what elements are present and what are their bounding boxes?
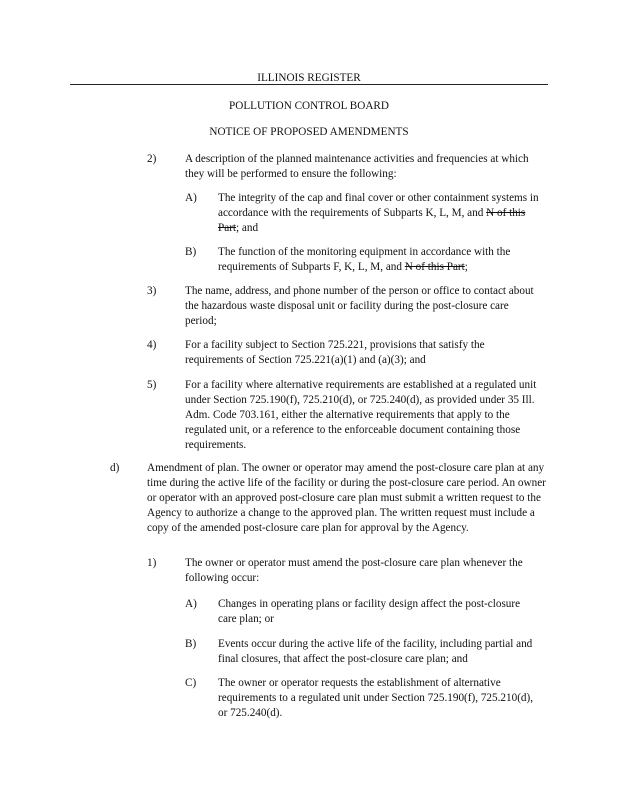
item-2-text: A description of the planned maintenance activities and frequencies at which they will be performed to ensure the following:: [185, 153, 529, 180]
item-2b-struck-text: N of this Part: [404, 261, 465, 273]
subsection-d-text: Amendment of plan. The owner or operator may amend the post-closure care plan at any time during the active life of the facility or during the post-closure care period. An owner or operator with an approved post-closure care plan must submit a written request to the Agency to authorize a change to the approved plan. The written request must include a copy of the amended post-closure care plan for approval by the Agency.: [147, 462, 546, 534]
item-d1a-text: Changes in operating plans or facility design affect the post-closure care plan; or: [218, 598, 521, 625]
item-2a-text-post: ; and: [236, 222, 259, 234]
item-d1a-label: A): [185, 598, 197, 610]
item-2b-label: B): [185, 246, 197, 258]
subsection-d-label: d): [110, 462, 120, 474]
header-rule: [70, 84, 548, 85]
item-2a-label: A): [185, 192, 197, 204]
notice-title: NOTICE OF PROPOSED AMENDMENTS: [209, 126, 409, 138]
item-2-label: 2): [147, 153, 157, 165]
item-d1b-text: Events occur during the active life of the facility, including partial and final closures, that affect the post-closure care plan; and: [218, 638, 533, 665]
item-d1c-text: The owner or operator requests the establishment of alternative requirements to a regulated unit under Section 725.190(f), 725.210(d), or 725.240(d).: [218, 677, 534, 719]
item-2a-struck-text: N of this Part: [218, 207, 526, 234]
item-5-text: For a facility where alternative requirements are established at a regulated unit under Section 725.190(f), 725.210(d), or 725.240(d), as provided under 35 Ill. Adm. Code 703.161, either the alternative requirements that apply to the regulated unit, or a reference to the enforceable document containing those requirements.: [185, 379, 537, 451]
register-title: ILLINOIS REGISTER: [257, 72, 361, 84]
item-2a-text: [218, 191, 543, 236]
item-3-text: The name, address, and phone number of the person or office to contact about the hazardous waste disposal unit or facility during the post-closure care period;: [185, 285, 534, 327]
item-3-label: 3): [147, 285, 157, 297]
item-4-label: 4): [147, 339, 157, 351]
item-5-label: 5): [147, 379, 157, 391]
item-2b-text-post: ;: [464, 261, 468, 273]
board-title: POLLUTION CONTROL BOARD: [229, 100, 389, 112]
item-d1-text: The owner or operator must amend the post-closure care plan whenever the following occur:: [185, 557, 523, 584]
item-2b-text: [218, 245, 543, 275]
item-2a-text-pre: The integrity of the cap and final cover or other containment systems in accordance with the requirements of Subparts K, L, M, and: [218, 192, 539, 219]
item-d1-label: 1): [147, 557, 157, 569]
item-d1c-label: C): [185, 677, 197, 689]
item-4-text: For a facility subject to Section 725.221, provisions that satisfy the requirements of Section 725.221(a)(1) and (a)(3); and: [185, 339, 485, 366]
item-2b-text-pre: The function of the monitoring equipment in accordance with the requirements of Subparts F, K, L, M, and: [218, 246, 511, 273]
item-d1b-label: B): [185, 638, 197, 650]
